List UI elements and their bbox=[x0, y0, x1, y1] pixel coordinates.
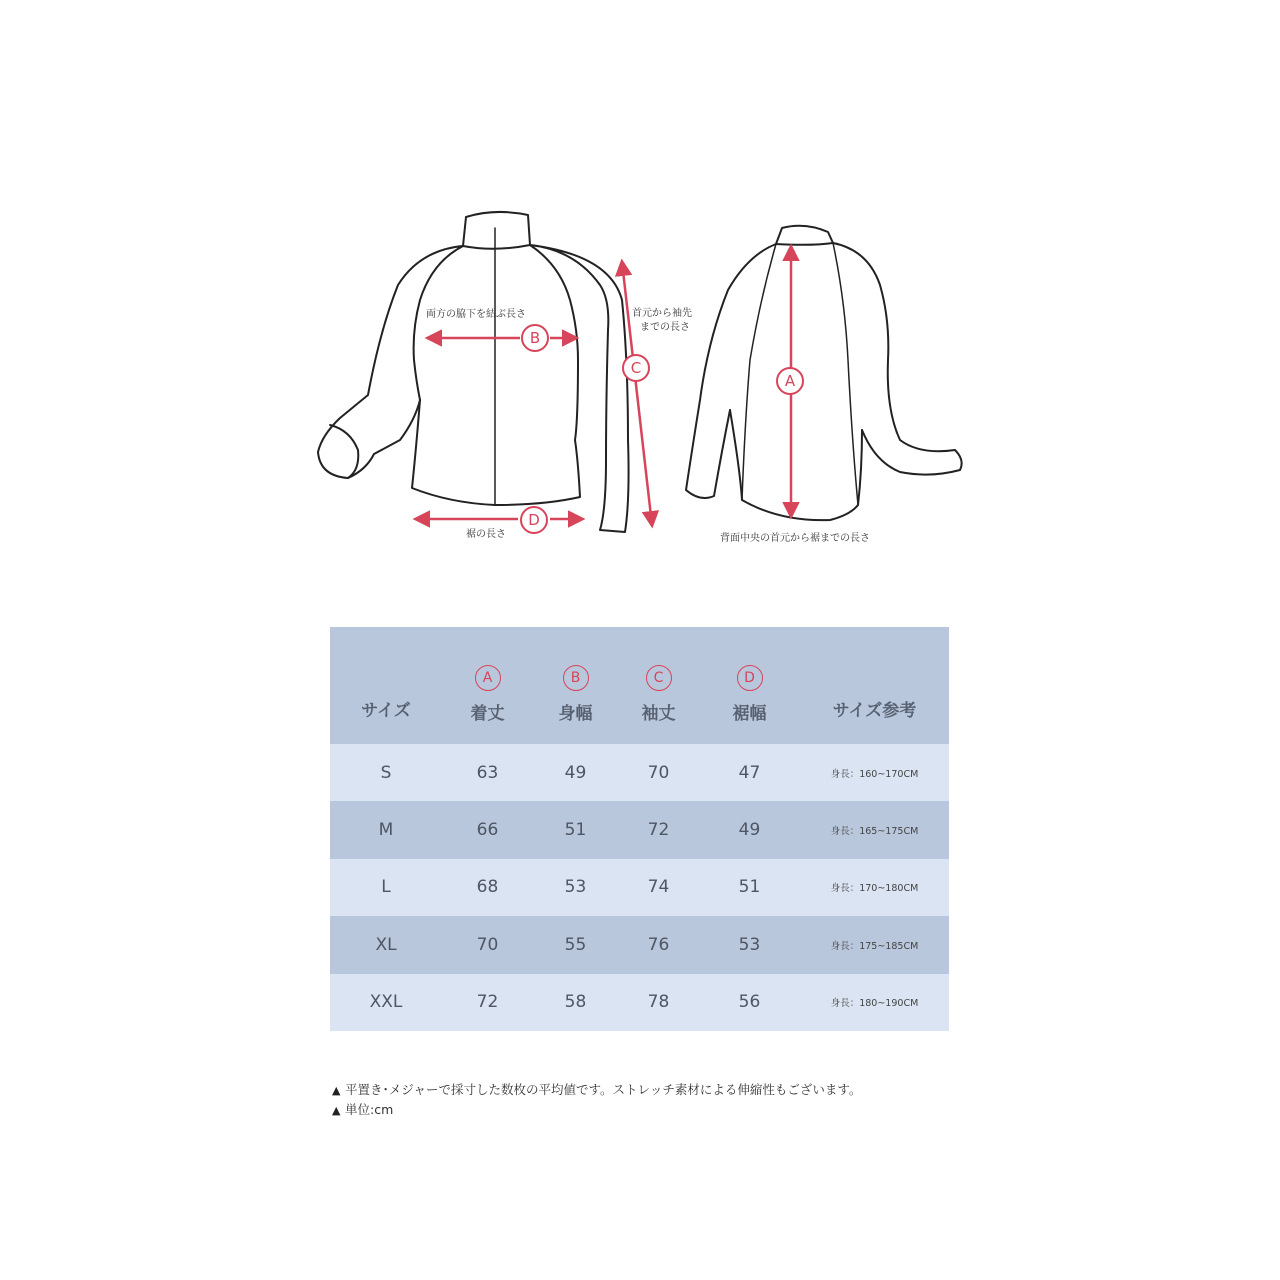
cell-a: 70 bbox=[476, 934, 499, 955]
cell-c: 74 bbox=[647, 877, 670, 898]
table-row bbox=[330, 859, 949, 916]
cell-a: 72 bbox=[476, 992, 499, 1013]
cell-b: 55 bbox=[564, 934, 587, 955]
measurement-diagram bbox=[0, 0, 1280, 600]
cell-c: 72 bbox=[647, 819, 670, 840]
label-a: 背面中央の首元から裾までの長さ bbox=[720, 533, 870, 544]
cell-size: M bbox=[378, 819, 394, 840]
badge-b-letter: B bbox=[529, 329, 541, 347]
note-unit: ▲ 単位:cm bbox=[332, 1102, 394, 1117]
back-jacket-illustration bbox=[686, 226, 962, 520]
cell-size: XL bbox=[375, 934, 397, 955]
warning-icon: ▲ bbox=[332, 1104, 341, 1117]
cell-reference: 身長：175~185CM bbox=[830, 940, 919, 952]
cell-d: 51 bbox=[738, 877, 761, 898]
warning-icon: ▲ bbox=[332, 1084, 341, 1097]
size-chart-table bbox=[330, 627, 949, 1031]
cell-c: 78 bbox=[647, 992, 670, 1013]
cell-b: 58 bbox=[564, 992, 587, 1013]
cell-reference: 身長：180~190CM bbox=[830, 998, 919, 1010]
header-b: B 身幅 bbox=[533, 627, 618, 744]
label-b: 両方の脇下を結ぶ長さ bbox=[426, 309, 526, 320]
front-jacket-illustration bbox=[318, 212, 629, 532]
header-size: サイズ bbox=[361, 700, 411, 721]
cell-reference: 身長：170~180CM bbox=[830, 883, 919, 895]
cell-size: L bbox=[381, 877, 391, 898]
cell-a: 68 bbox=[476, 877, 499, 898]
cell-d: 53 bbox=[738, 934, 761, 955]
cell-b: 53 bbox=[564, 877, 587, 898]
table-row bbox=[330, 744, 949, 801]
cell-b: 49 bbox=[564, 762, 587, 783]
table-row bbox=[330, 974, 949, 1031]
header-a: A 着丈 bbox=[442, 627, 533, 744]
header-d: D 裾幅 bbox=[699, 627, 800, 744]
badge-c-icon: C bbox=[646, 665, 672, 691]
cell-d: 47 bbox=[738, 762, 761, 783]
badge-a-letter: A bbox=[784, 372, 796, 390]
header-c: C 袖丈 bbox=[618, 627, 699, 744]
cell-c: 70 bbox=[647, 762, 670, 783]
badge-d-icon: D bbox=[737, 665, 763, 691]
badge-d-letter: D bbox=[528, 511, 540, 529]
label-c-line1: 首元から袖先 bbox=[632, 308, 692, 319]
badge-c-letter: C bbox=[630, 359, 642, 377]
cell-d: 56 bbox=[738, 992, 761, 1013]
cell-a: 63 bbox=[476, 762, 499, 783]
table-row bbox=[330, 916, 949, 973]
label-d: 裾の長さ bbox=[466, 529, 506, 540]
cell-reference: 身長：160~170CM bbox=[830, 768, 919, 780]
cell-a: 66 bbox=[476, 819, 499, 840]
cell-b: 51 bbox=[564, 819, 587, 840]
cell-reference: 身長：165~175CM bbox=[830, 825, 919, 837]
cell-size: XXL bbox=[369, 992, 403, 1013]
cell-d: 49 bbox=[738, 819, 761, 840]
label-c-line2: までの長さ bbox=[640, 322, 690, 333]
note-measurement: ▲ 平置き･メジャーで採寸した数枚の平均値です。ストレッチ素材による伸縮性もございます。 bbox=[332, 1082, 862, 1097]
cell-size: S bbox=[380, 762, 392, 783]
header-size-reference: サイズ参考 bbox=[832, 700, 917, 721]
badge-a-icon: A bbox=[475, 665, 501, 691]
badge-b-icon: B bbox=[563, 665, 589, 691]
cell-c: 76 bbox=[647, 934, 670, 955]
table-header-row bbox=[330, 627, 949, 744]
table-row bbox=[330, 801, 949, 858]
